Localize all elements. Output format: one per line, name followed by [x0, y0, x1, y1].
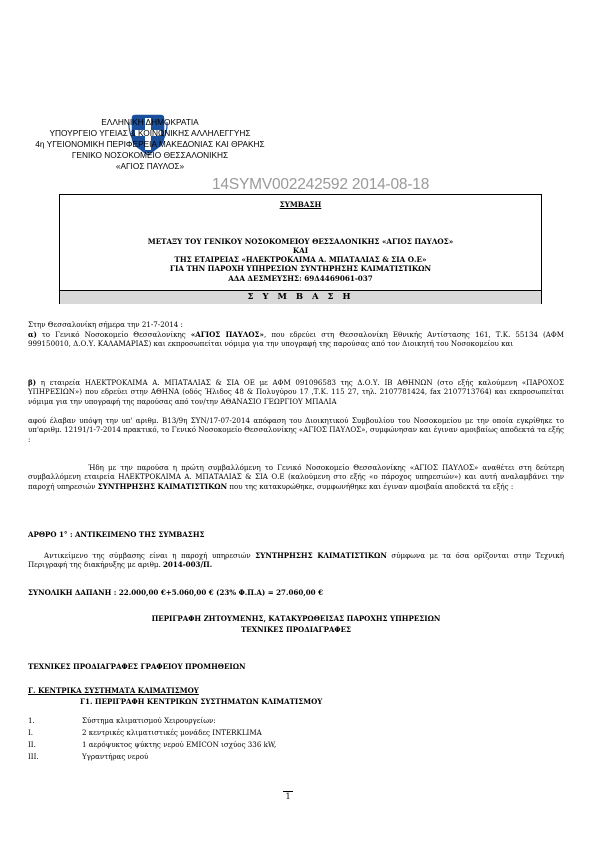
tech-spec-heading: ΤΕΧΝΙΚΕΣ ΠΡΟΔΙΑΓΡΑΦΕΣ ΓΡΑΦΕΙΟΥ ΠΡΟΜΗΘΕΙΩΝ	[28, 662, 246, 671]
party-a-name: «ΑΓΙΟΣ ΠΑΥΛΟΣ»	[190, 330, 264, 339]
party-b-text: η εταιρεία ΗΛΕΚΤΡΟΚΛΙΜΑ Α. ΜΠΑΤΑΛΙΑΣ & ΣΙΑ ΟΕ με ΑΦΜ 091096583 της Δ.Ο.Υ. ΙΒ ΑΘΗΝΩΝ (στο εξής καλούμενη «ΠΑΡΟΧΟΣ ΥΠΗΡΕΣΙΩΝ») που εδρεύει στην ΑΘΗΝΑ (οδός Ήλιδος 48 & Πολυγύρου 17 ,Τ.Κ. 115 27, τηλ. 2107781424, fax 2107713764) και εκπροσωπείται νόμιμα για την υπογραφή της παρούσας από τον/την ΑΘΑΝΑΣΙΟ ΓΕΩΡΓΙΟΥ ΜΠΑΛΙΑ	[28, 378, 564, 406]
page-number: 1	[283, 791, 293, 801]
total-cost: ΣΥΝΟΛΙΚΗ ΔΑΠΑΝΗ : 22.000,00 €+5.060,00 € (23% Φ.Π.Α) = 27.060,00 €	[28, 588, 324, 597]
section-g1-heading: Γ1. ΠΕΡΙΓΡΑΦΗ ΚΕΝΤΡΙΚΩΝ ΣΥΣΤΗΜΑΤΩΝ ΚΛΙΜΑΤΙΣΜΟΥ	[80, 697, 323, 706]
contract-title-box	[59, 194, 542, 304]
box-line-purpose: ΓΙΑ ΤΗΝ ΠΑΡΟΧΗ ΥΠΗΡΕΣΙΩΝ ΣΥΝΤΗΡΗΣΗΣ ΚΛΙΜΑΤΙΣΤΙΚΩΝ	[169, 264, 432, 273]
list-item-text: Σύστημα κλιματισμού Χειρουργείων:	[82, 716, 216, 725]
assignment-post: που της κατακυρώθηκε, συμφωνήθηκε και έγιναν αμοιβαία αποδεκτά τα εξής :	[227, 481, 514, 491]
object-number: 2014-003/Π.	[162, 560, 213, 570]
assignment-bold: ΣΥΝΤΗΡΗΣΗΣ ΚΛΙΜΑΤΙΣΤΙΚΩΝ	[97, 481, 228, 491]
object-mid: σύμφωνα με τα όσα ορίζονται στην Τεχνική Περιγραφή της διακήρυξης με αριθμ.	[28, 551, 564, 570]
object-pre: Αντικείμενο της σύμβασης είναι η παροχή υπηρεσιών	[44, 551, 256, 560]
approval-paragraph: αφού έλαβαν υπόψη την υπ' αριθμ. Β13/9η ΣΥΝ/17-07-2014 απόφαση του Διοικητικού Συμβουλίου του Νοσοκομείου με την οποία εγκρίθηκε το υπ'αριθμ. 12191/1-7-2014 πρακτικό, το Γενικό Νοσοκομείο Θεσσαλονίκης «ΑΓΙΟΣ ΠΑΥΛΟΣ», συμφώνησαν και έγιναν αμοιβαίως αποδεκτά τα εξής :	[28, 416, 564, 444]
object-paragraph	[28, 551, 564, 570]
party-a-pre: το Γενικό Νοσοκομείο Θεσσαλονίκης	[36, 330, 191, 339]
box-line-ada: ΑΔΑ ΔΕΣΜΕΥΣΗΣ: 69Δ4469061-037	[228, 274, 373, 283]
box-line-and: ΚΑΙ	[292, 246, 309, 255]
header-line-4: ΓΕΝΙΚΟ ΝΟΣΟΚΟΜΕΙΟ ΘΕΣΣΑΛΟΝΙΚΗΣ	[71, 150, 229, 160]
box-contract-bar: Σ Υ Μ Β Α Σ Η	[60, 290, 541, 304]
description-heading-2: ΤΕΧΝΙΚΕΣ ΠΡΟΔΙΑΓΡΑΦΕΣ	[240, 625, 352, 634]
header-line-3: 4η ΥΓΕΙΟΝΟΜΙΚΗ ΠΕΡΙΦΕΡΕΙΑ ΜΑΚΕΔΟΝΙΑΣ ΚΑΙ ΘΡΑΚΗΣ	[35, 139, 265, 149]
assignment-pre: Ήδη με την παρούσα η πρώτη συμβαλλόμενη το Γενικό Νοσοκομείο Θεσσαλονίκης «ΑΓΙΟΣ ΠΑΥΛΟΣ» αναθέτει στη δεύτερη συμβαλλόμενη εταιρεία ΗΛΕΚΤΡΟΚΛΙΜΑ Α. ΜΠΑΤΑΛΙΑΣ & ΣΙΑ Ο.Ε (καλούμενη στο εξής «ο πάροχος υπηρεσιών») και αυτή αναλαμβάνει την παροχή υπηρεσιών	[28, 463, 564, 491]
section-g-heading: Γ. ΚΕΝΤΡΙΚΑ ΣΥΣΤΗΜΑΤΑ ΚΛΙΜΑΤΙΣΜΟΥ	[28, 686, 199, 695]
assignment-paragraph	[28, 463, 564, 491]
list-item-number: II.	[28, 740, 36, 749]
list-item-number: 1.	[28, 716, 35, 725]
box-line-company: ΤΗΣ ΕΤΑΙΡΕΙΑΣ «ΗΛΕΚΤΡΟΚΛΙΜΑ Α. ΜΠΑΤΑΛΙΑΣ & ΣΙΑ Ο.Ε»	[174, 255, 427, 264]
header-line-5: «ΑΓΙΟΣ ΠΑΥΛΟΣ»	[115, 161, 185, 171]
date-line: Στην Θεσσαλονίκη σήμερα την 21-7-2014 :	[28, 320, 183, 329]
list-item-number: III.	[28, 752, 39, 761]
box-line-between: ΜΕΤΑΞΥ ΤΟΥ ΓΕΝΙΚΟΥ ΝΟΣΟΚΟΜΕΙΟΥ ΘΕΣΣΑΛΟΝΙΚΗΣ «ΑΓΙΟΣ ΠΑΥΛΟΣ»	[147, 237, 454, 246]
party-a-paragraph	[28, 330, 564, 349]
list-item-text: Υγραντήρας νερού	[82, 752, 149, 761]
header-line-2: ΥΠΟΥΡΓΕΙΟ ΥΓΕΙΑΣ & ΚΟΙΝΩΝΙΚΗΣ ΑΛΛΗΛΕΓΓΥΗΣ	[49, 128, 251, 138]
party-b-label: β)	[28, 378, 37, 387]
description-heading-1: ΠΕΡΙΓΡΑΦΗ ΖΗΤΟΥΜΕΝΗΣ, ΚΑΤΑΚΥΡΩΘΕΙΣΑΣ ΠΑΡΟΧΗΣ ΥΠΗΡΕΣΙΩΝ	[151, 614, 441, 623]
box-title: ΣΥΜΒΑΣΗ	[279, 200, 322, 209]
diavgeia-stamp: 14SYMV002242592 2014-08-18	[212, 176, 430, 193]
list-item-number: I.	[28, 728, 34, 737]
list-item-text: 2 κεντρικές κλιματιστικές μονάδες INTERKLIMA	[82, 728, 262, 737]
header-line-1: ΕΛΛΗΝΙΚΗ ΔΗΜΟΚΡΑΤΙΑ	[101, 117, 199, 127]
party-b-paragraph	[28, 378, 564, 406]
object-bold: ΣΥΝΤΗΡΗΣΗΣ ΚΛΙΜΑΤΙΣΤΙΚΩΝ	[255, 551, 387, 560]
party-a-label: α)	[28, 330, 37, 339]
article-1-heading: ΑΡΘΡΟ 1° : ΑΝΤΙΚΕΙΜΕΝΟ ΤΗΣ ΣΥΜΒΑΣΗΣ	[28, 530, 205, 539]
party-a-post: , που εδρεύει στη Θεσσαλονίκη Εθνικής Αντίστασης 161, Τ.Κ. 55134 (ΑΦΜ 999150010, Δ.Ο.Υ. ΚΑΛΑΜΑΡΙΑΣ) και εκπροσωπείται νόμιμα για την υπογραφή της παρούσας από τον Διοικητή του Νοσοκομείου και	[28, 330, 564, 349]
list-item-text: 1 αερόψυκτος ψύκτης νερού EMICON ισχύος 336 kW,	[82, 740, 277, 749]
